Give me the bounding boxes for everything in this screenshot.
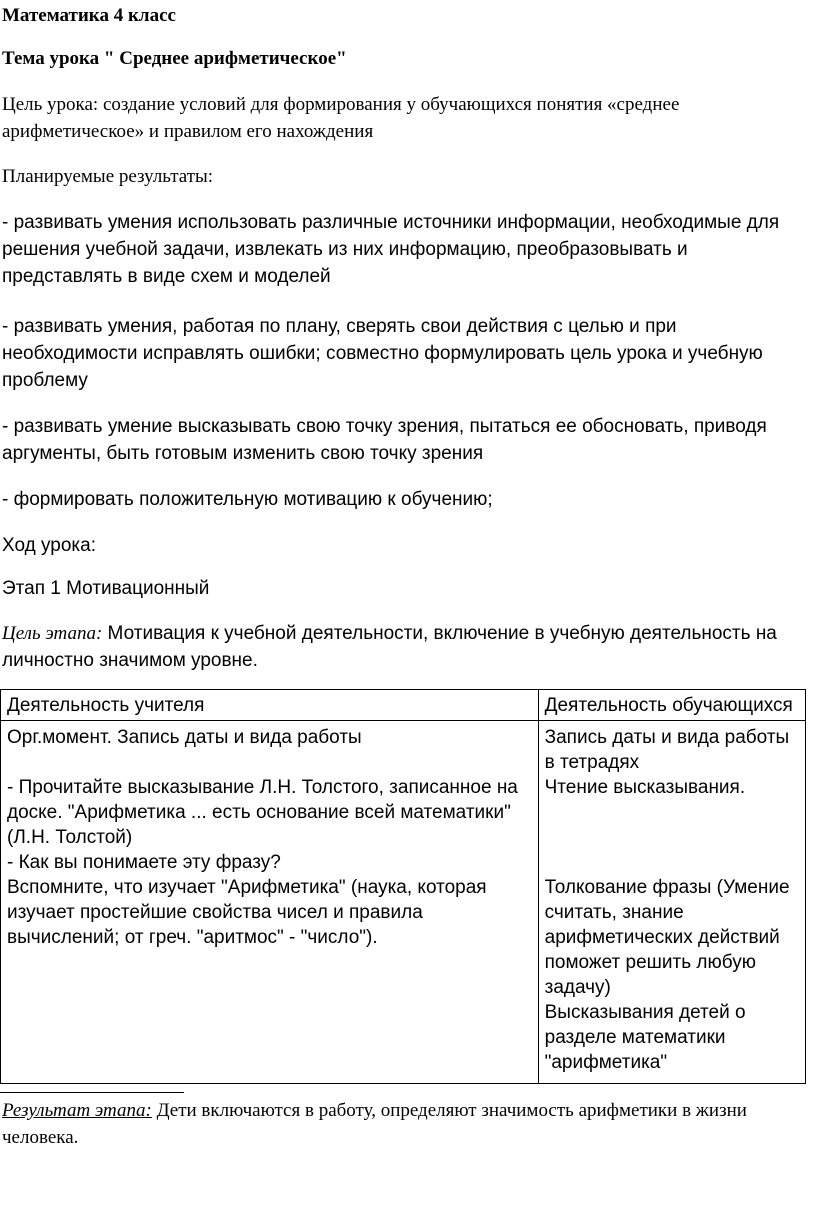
result-divider xyxy=(0,1092,184,1093)
student-line xyxy=(545,825,799,850)
stage-result-label: Результат этапа: xyxy=(2,1100,152,1121)
student-line xyxy=(545,850,799,875)
student-line: Чтение высказывания. xyxy=(544,777,746,798)
student-line: Толкование фразы (Умение считать, знание арифметических действий поможет решить любую задачу) xyxy=(544,877,790,998)
stage-goal-text: Мотивация к учебной деятельности, включение в учебную деятельность на личностно значимом уровне. xyxy=(2,623,777,671)
teacher-line xyxy=(7,750,532,775)
lesson-topic: Тема урока " Среднее арифметическое" xyxy=(2,48,347,69)
teacher-line: Орг.момент. Запись даты и вида работы xyxy=(7,727,362,748)
teacher-cell xyxy=(1,721,539,1084)
course-label: Ход урока: xyxy=(2,535,96,556)
table-row xyxy=(1,721,806,1084)
result-item-4: - формировать положительную мотивацию к обучению; xyxy=(2,489,493,510)
activity-table xyxy=(0,689,806,1084)
teacher-line: - Как вы понимаете эту фразу? xyxy=(7,852,281,873)
stage-title: Этап 1 Мотивационный xyxy=(2,578,210,599)
table-header-row xyxy=(1,690,806,721)
teacher-line: - Прочитайте высказывание Л.Н. Толстого, записанное на доске. "Арифметика ... есть основание всей математики" (Л.Н. Толстой) xyxy=(7,777,518,848)
student-line: Запись даты и вида работы в тетрадях xyxy=(544,727,790,773)
students-cell xyxy=(538,721,805,1084)
stage-goal-label: Цель этапа: xyxy=(2,623,103,644)
result-item-3: - развивать умение высказывать свою точку зрения, пытаться ее обосновать, приводя аргументы, быть готовым изменить свою точку зрения xyxy=(2,416,767,464)
result-item-2: - развивать умения, работая по плану, сверять свои действия с целью и при необходимости исправлять ошибки; совместно формулировать цель урока и учебную проблему xyxy=(2,316,763,391)
lesson-goal: Цель урока: создание условий для формирования у обучающихся понятия «среднее арифметическое» и правилом его нахождения xyxy=(2,94,680,142)
header-teacher: Деятельность учителя xyxy=(1,690,539,721)
header-students: Деятельность обучающихся xyxy=(538,690,805,721)
subject-heading: Математика 4 класс xyxy=(2,5,176,26)
stage-goal xyxy=(2,620,812,674)
planned-results-label: Планируемые результаты: xyxy=(2,166,214,187)
stage-result-text: Дети включаются в работу, определяют значимость арифметики в жизни человека. xyxy=(2,1100,747,1148)
student-line xyxy=(545,800,799,825)
stage-result xyxy=(2,1097,812,1151)
result-item-1: - развивать умения использовать различные источники информации, необходимые для решения учебной задачи, извлекать из них информацию, преобразовывать и представлять в виде схем и моделей xyxy=(2,212,780,287)
teacher-line: Вспомните, что изучает "Арифметика" (наука, которая изучает простейшие свойства чисел и правила вычислений; от греч. "аритмос" - "число"). xyxy=(7,877,487,948)
student-line: Высказывания детей о разделе математики "арифметика" xyxy=(544,1002,746,1073)
